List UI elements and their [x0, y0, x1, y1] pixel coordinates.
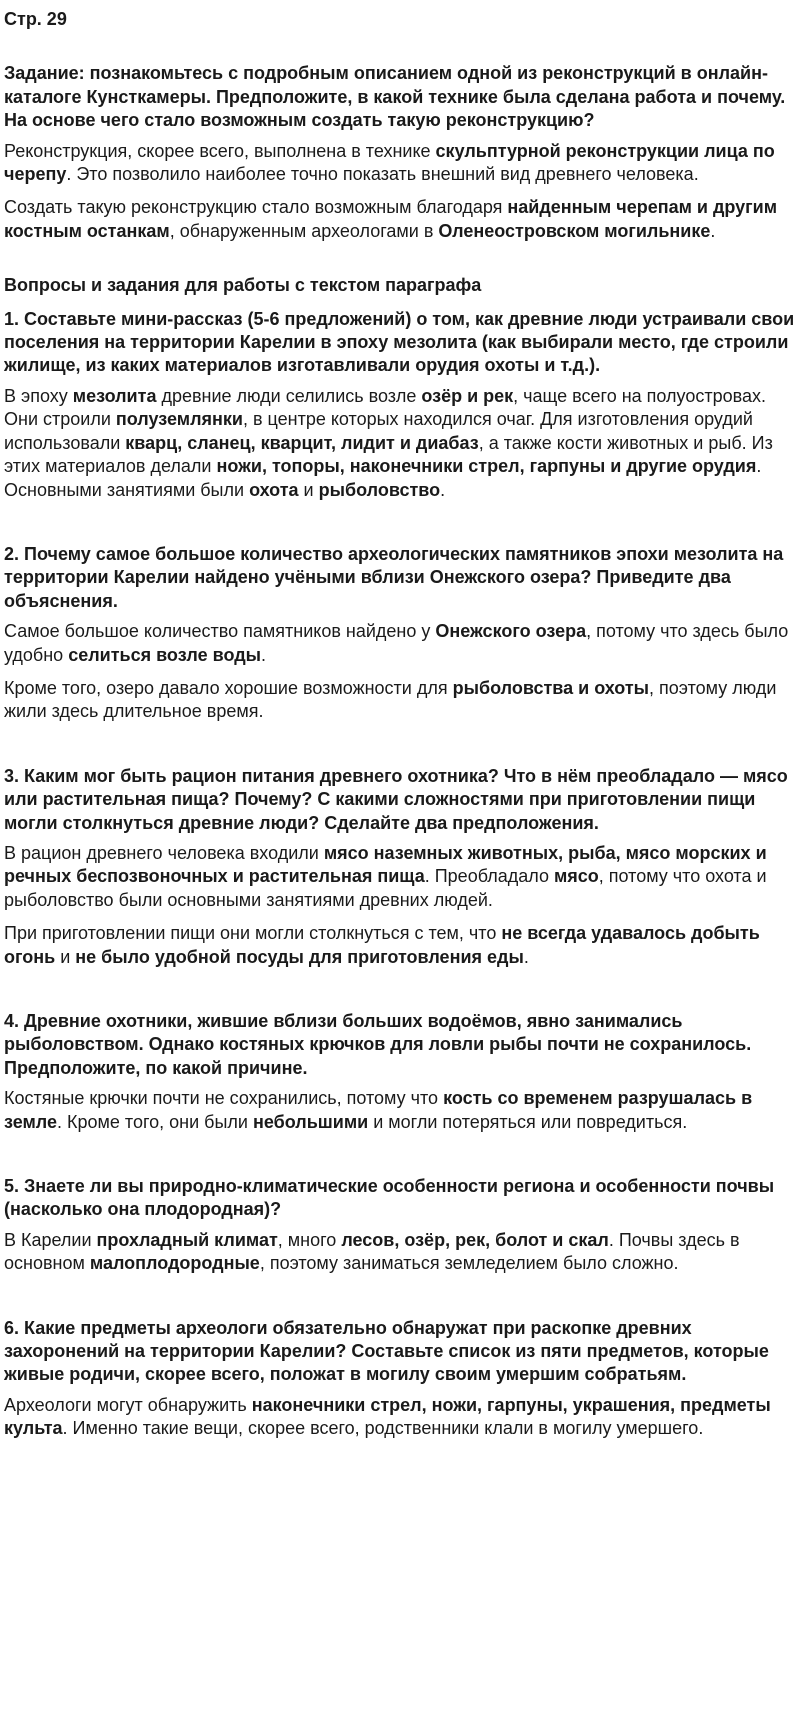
answer-text: . Кроме того, они были [57, 1111, 253, 1132]
answer-text: Реконструкция, скорее всего, выполнена в технике [4, 140, 436, 161]
answer-key-phrase: наконечники стрел, ножи, гарпуны, украшения, предметы культа [4, 1394, 771, 1439]
answer-key-phrase: мясо [553, 866, 599, 887]
question-5: 5. Знаете ли вы природно-климатические особенности региона и особенности почвы (насколько она плодородная)? [4, 1176, 775, 1220]
answer-key-phrase: селиться возле воды [68, 644, 261, 665]
question-2: 2. Почему самое большое количество археологических памятников эпохи мезолита на территории Карелии найдено учёными вблизи Онежского озера? Приведите два объяснения. [4, 543, 784, 611]
question-block-5 [4, 1175, 796, 1276]
answer-5 [4, 1229, 796, 1276]
answer-3b [4, 922, 796, 969]
task-block [4, 62, 796, 243]
answer-key-phrase: мясо наземных животных, рыба, мясо морских и речных беспозвоночных и растительная пища [4, 842, 767, 887]
answer-3a [4, 842, 796, 912]
answer-key-phrase: скульптурной реконструкции лица по черепу [4, 140, 775, 185]
answer-text: . Основными занятиями были [4, 456, 762, 500]
answer-key-phrase: рыболовства и охоты [452, 677, 650, 698]
answer-text: , а также кости животных и рыб. Из этих материалов делали [4, 432, 773, 477]
answer-text: В эпоху [4, 385, 73, 406]
answer-text: Создать такую реконструкцию стало возможным благодаря [4, 197, 508, 218]
answer-text: Самое большое количество памятников найдено у [4, 621, 436, 642]
answer-text: , потому что охота и рыболовство были основными занятиями древних людей. [4, 866, 767, 910]
answer-text: В Карелии [4, 1229, 97, 1250]
question-3: 3. Каким мог быть рацион питания древнего охотника? Что в нём преобладало — мясо или растительная пища? Почему? С какими сложностями при приготовлении пищи могли столкнуться древние люди? Сделайте два предположения. [4, 765, 788, 833]
question-block-2 [4, 543, 796, 724]
question-block-1 [4, 308, 796, 502]
answer-key-phrase: найденным черепам и другим костным останкам [4, 197, 778, 241]
answer-1 [4, 385, 796, 502]
answer-key-phrase: ножи, топоры, наконечники стрел, гарпуны и другие орудия [216, 456, 757, 477]
answer-key-phrase: Онежского озера [435, 621, 587, 642]
answer-key-phrase: небольшими [252, 1111, 369, 1132]
answer-text: . [261, 644, 267, 665]
question-block-4 [4, 1010, 796, 1134]
answer-text: Кроме того, озеро давало хорошие возможности для [4, 677, 453, 698]
answer-text: и [55, 946, 76, 967]
answer-text: , поэтому люди жили здесь длительное время. [4, 677, 777, 722]
answer-text: . [523, 946, 529, 967]
answer-key-phrase: прохладный климат [96, 1229, 278, 1250]
answer-key-phrase: кварц, сланец, кварцит, лидит и диабаз [125, 432, 479, 453]
question-block-6 [4, 1317, 796, 1441]
answer-text: , поэтому заниматься земледелием было сложно. [259, 1253, 679, 1274]
task-answer-2 [4, 196, 796, 243]
answer-text: В рацион древнего человека входили [4, 842, 324, 863]
answer-2a [4, 620, 796, 667]
answer-text: , потому что здесь было удобно [4, 621, 789, 665]
answer-text: , чаще всего на полуостровах. Они строили [4, 385, 766, 430]
question-4: 4. Древние охотники, жившие вблизи больших водоёмов, явно занимались рыболовством. Однако костяных крючков для ловли рыбы почти не сохранилось. Предположите, по какой причине. [4, 1011, 752, 1078]
answer-2b [4, 677, 796, 724]
answer-text: . Преобладало [424, 866, 554, 887]
answer-text: и могли потеряться или повредиться. [368, 1111, 688, 1132]
answer-text: Костяные крючки почти не сохранились, потому что [4, 1088, 444, 1109]
answer-4 [4, 1087, 796, 1134]
section-title: Вопросы и задания для работы с текстом параграфа [4, 275, 482, 296]
answer-text: . Это позволило наиболее точно показать внешний вид древнего человека. [66, 164, 699, 185]
answer-text: Археологи могут обнаружить [4, 1394, 252, 1415]
answer-key-phrase: не всегда удавалось добыть огонь [4, 923, 760, 967]
answer-text: При приготовлении пищи они могли столкнуться с тем, что [4, 923, 502, 944]
answer-key-phrase: полуземлянки [115, 409, 243, 430]
task-question: Задание: познакомьтесь с подробным описанием одной из реконструкций в онлайн-каталоге Кунсткамеры. Предположите, в какой технике была сделана работа и почему. На основе чего стало возможным создать такую реконструкцию? [4, 63, 786, 131]
question-1: 1. Составьте мини-рассказ (5-6 предложений) о том, как древние люди устраивали свои поселения на территории Карелии в эпоху мезолита (как выбирали место, где строили жилище, из каких материалов изготавливали орудия охоты и т.д.). [4, 308, 795, 376]
answer-key-phrase: рыболовство [318, 479, 441, 500]
answer-text: . [440, 479, 446, 500]
answer-key-phrase: лесов, озёр, рек, болот и скал [341, 1229, 609, 1250]
answer-key-phrase: охота [249, 479, 299, 500]
answer-key-phrase: мезолита [72, 385, 157, 406]
answer-text: , в центре которых находился очаг. Для изготовления орудий использовали [4, 409, 753, 453]
answer-text: древние люди селились возле [156, 385, 422, 406]
answer-text: . [710, 220, 716, 241]
answer-key-phrase: Оленеостровском могильнике [438, 220, 711, 241]
question-block-3 [4, 765, 796, 969]
answer-text: и [298, 479, 319, 500]
answer-key-phrase: малоплодородные [89, 1253, 260, 1274]
answer-text: , много [277, 1229, 342, 1250]
page-number: Стр. 29 [4, 9, 67, 29]
answer-key-phrase: кость со временем разрушалась в земле [4, 1088, 753, 1132]
answer-text: . Именно такие вещи, скорее всего, родственники клали в могилу умершего. [62, 1418, 704, 1439]
answer-6 [4, 1394, 796, 1441]
answer-text: , обнаруженным археологами в [169, 220, 439, 241]
answer-key-phrase: не было удобной посуды для приготовления еды [75, 946, 524, 967]
task-answer-1 [4, 140, 796, 187]
question-6: 6. Какие предметы археологи обязательно обнаружат при раскопке древних захоронений на территории Карелии? Составьте список из пяти предметов, которые живые родичи, скорее всего, положат в могилу своим умершим собратьям. [4, 1317, 769, 1385]
answer-key-phrase: озёр и рек [421, 385, 514, 406]
answer-text: . Почвы здесь в основном [4, 1229, 740, 1274]
